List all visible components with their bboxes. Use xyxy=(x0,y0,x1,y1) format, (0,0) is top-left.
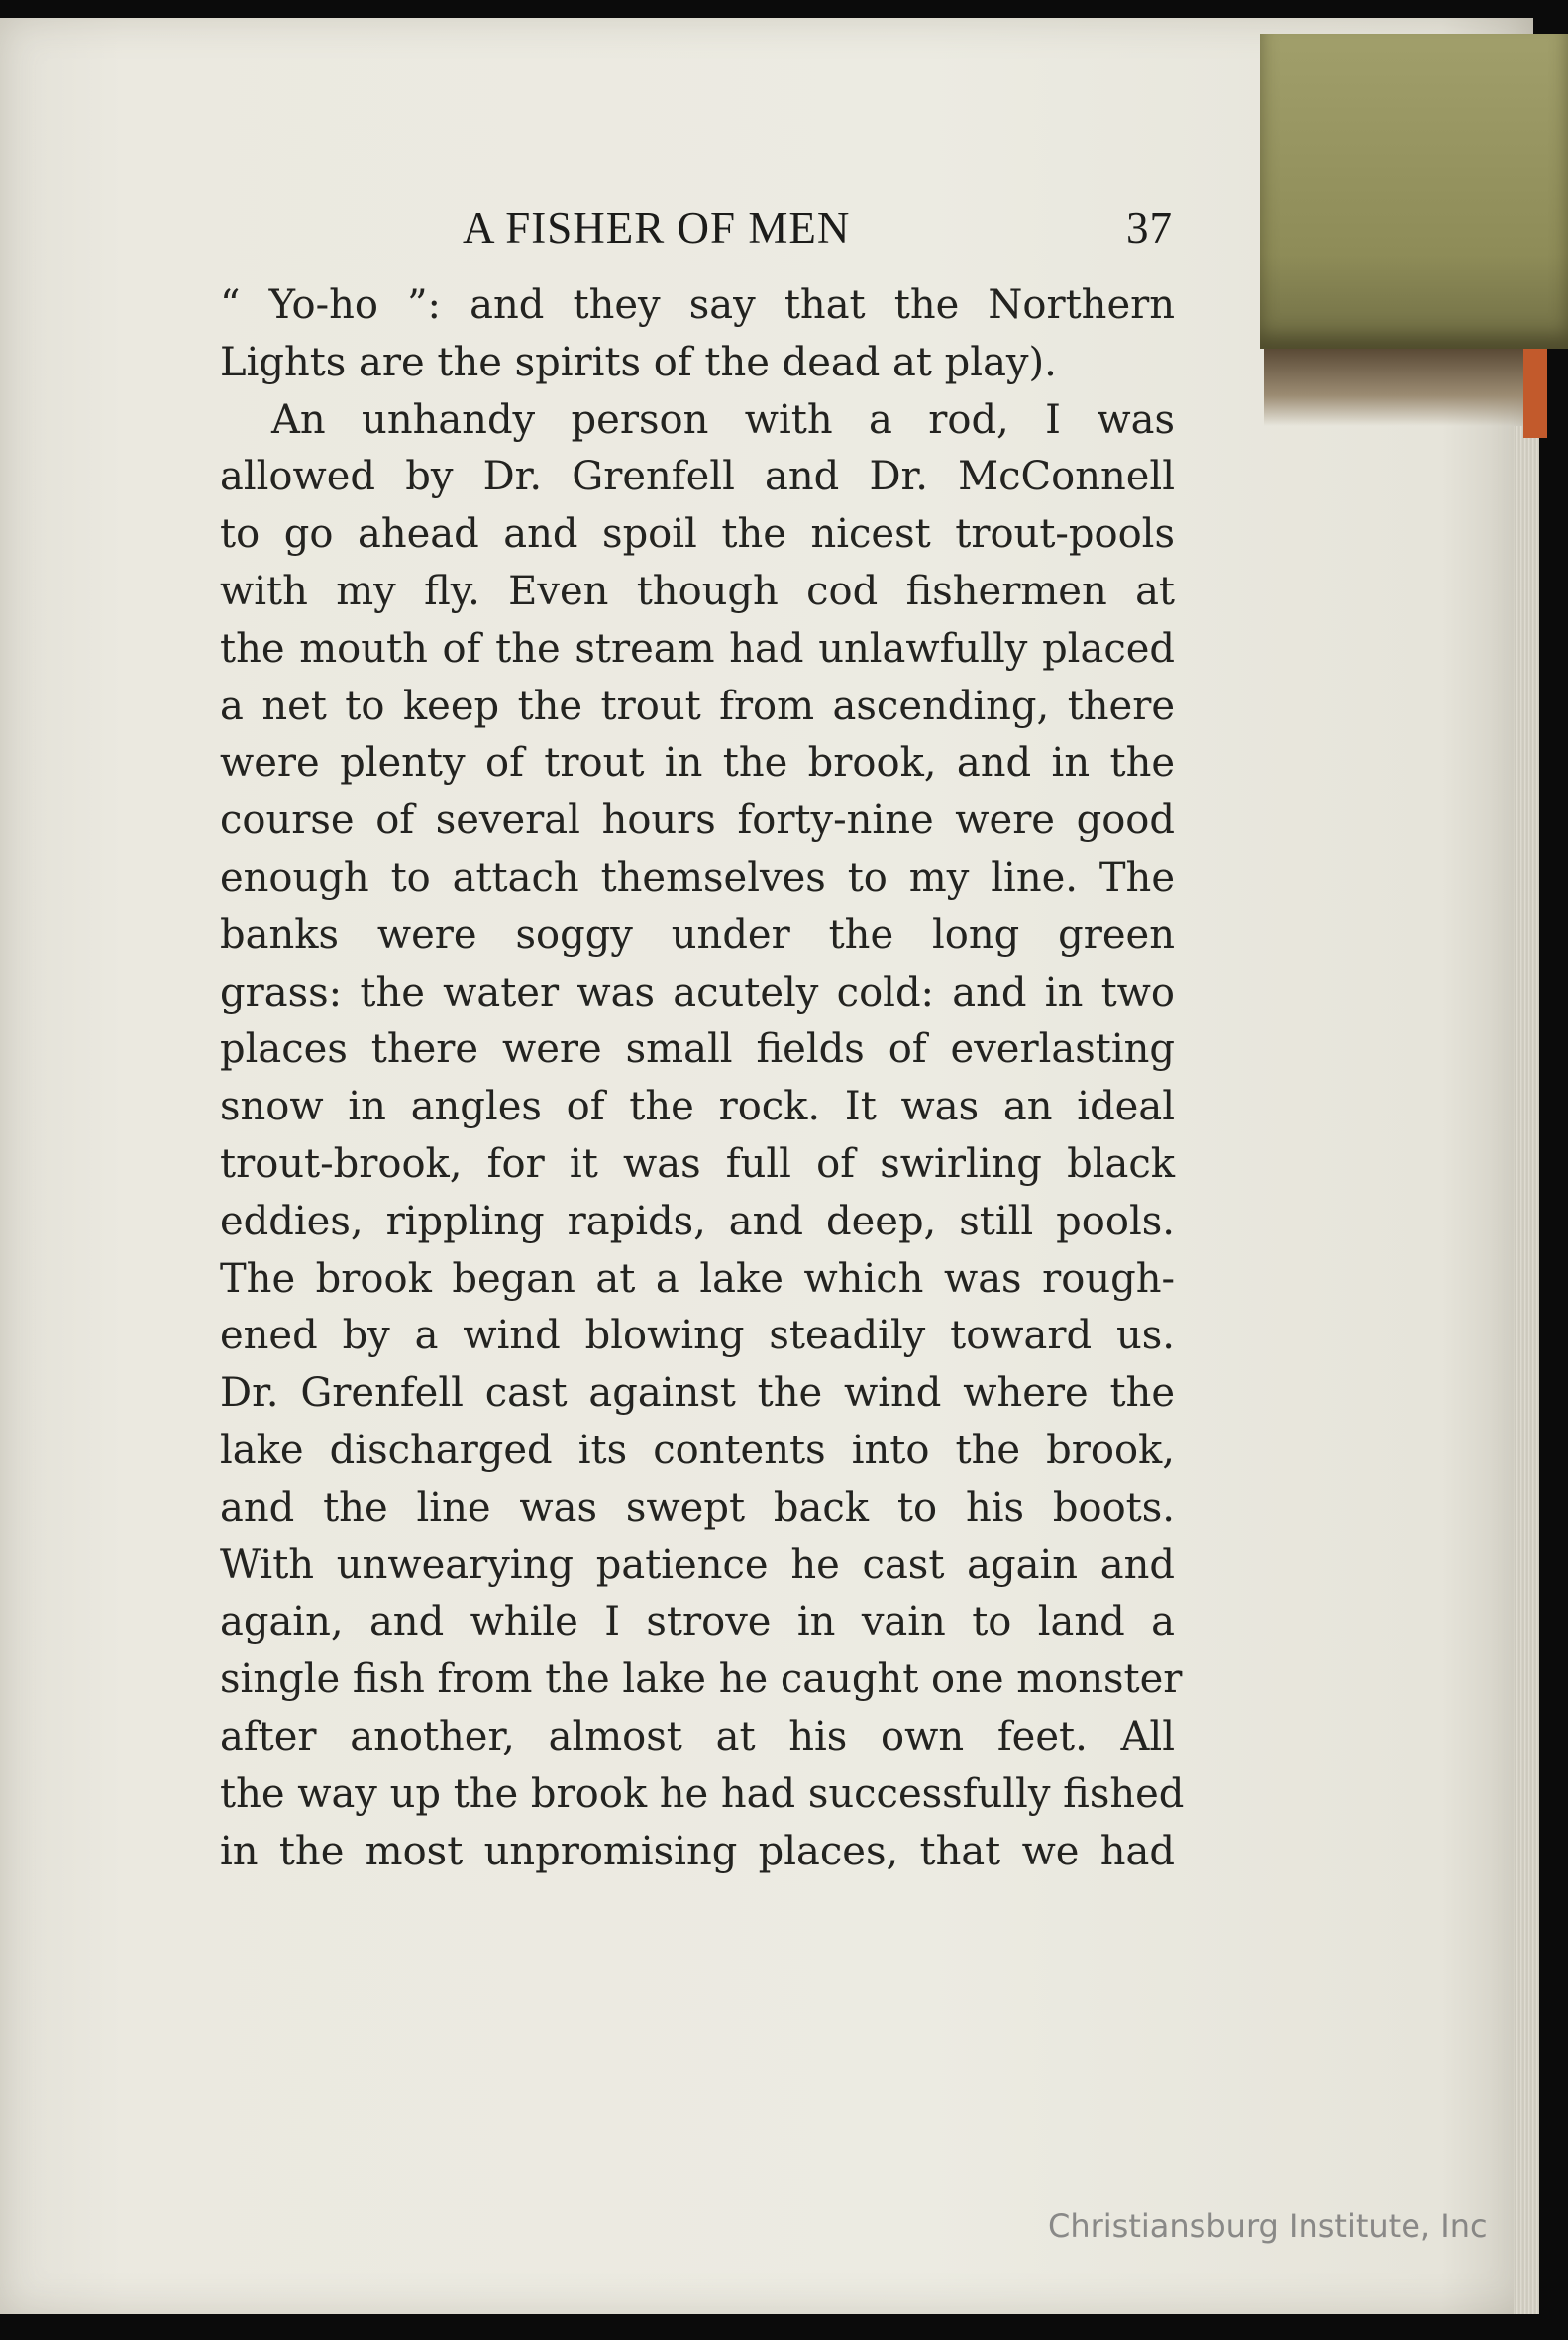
text-line: with my fly. Even though cod fishermen at xyxy=(220,568,1175,614)
text-line: banks were soggy under the long green xyxy=(220,911,1175,958)
bookmark-tab-shadow xyxy=(1264,349,1533,426)
text-line: the way up the brook he had successfully fished xyxy=(220,1770,1185,1817)
text-line: The brook began at a lake which was rough- xyxy=(220,1255,1175,1302)
watermark: Christiansburg Institute, Inc xyxy=(1048,2207,1488,2245)
text-line: and the line was swept back to his boots. xyxy=(220,1484,1175,1531)
text-line: Dr. Grenfell cast against the wind where the xyxy=(220,1370,1175,1417)
text-line: a net to keep the trout from ascending, there xyxy=(220,683,1175,729)
running-title: A FISHER OF MEN xyxy=(463,203,851,253)
text-line: ened by a wind blowing steadily toward us. xyxy=(220,1313,1175,1359)
page-number: 37 xyxy=(1126,203,1173,253)
text-line: were plenty of trout in the brook, and in the xyxy=(220,740,1175,787)
text-line: again, and while I strove in vain to land a xyxy=(220,1599,1175,1646)
text-line: lake discharged its contents into the brook, xyxy=(220,1427,1175,1473)
text-line: the mouth of the stream had unlawfully placed xyxy=(220,625,1175,672)
text-line: With unwearying patience he cast again and xyxy=(220,1542,1175,1588)
text-line: “ Yo-ho ”: and they say that the Northern xyxy=(220,282,1175,328)
text-line: to go ahead and spoil the nicest trout-pools xyxy=(220,511,1175,558)
text-line: allowed by Dr. Grenfell and Dr. McConnell xyxy=(220,454,1175,500)
text-line: enough to attach themselves to my line. The xyxy=(220,854,1175,901)
bookmark-tab xyxy=(1260,34,1568,349)
text-line: trout-brook, for it was full of swirling black xyxy=(220,1140,1175,1187)
text-line: An unhandy person with a rod, I was xyxy=(271,396,1175,443)
text-line: course of several hours forty-nine were good xyxy=(220,798,1175,844)
text-line: single fish from the lake he caught one monster xyxy=(220,1656,1183,1703)
body-text xyxy=(220,277,1185,1880)
text-line: snow in angles of the rock. It was an ideal xyxy=(220,1084,1175,1130)
text-line: grass: the water was acutely cold: and in two xyxy=(220,969,1175,1015)
text-line: places there were small fields of everlasting xyxy=(220,1026,1175,1073)
bookmark-tab-strip xyxy=(1523,349,1547,438)
text-line: eddies, rippling rapids, and deep, still pools. xyxy=(220,1198,1175,1244)
text-line: Lights are the spirits of the dead at play). xyxy=(220,339,1057,385)
text-line: in the most unpromising places, that we had xyxy=(220,1828,1175,1874)
page-header xyxy=(220,198,1175,258)
page-edge xyxy=(1514,426,1539,2314)
text-line: after another, almost at his own feet. All xyxy=(220,1713,1175,1759)
